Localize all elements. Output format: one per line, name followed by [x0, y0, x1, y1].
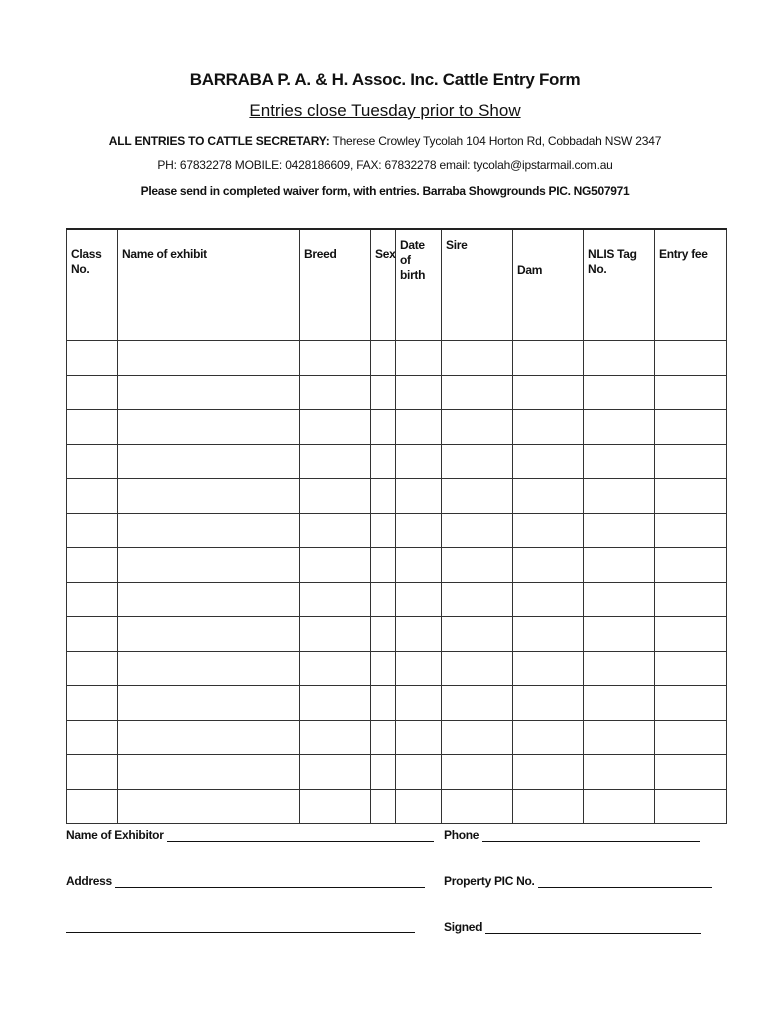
entry-cell[interactable] — [584, 410, 655, 445]
entry-cell[interactable] — [442, 410, 513, 445]
entry-cell[interactable] — [300, 410, 371, 445]
entry-cell[interactable] — [513, 375, 584, 410]
entry-cell[interactable] — [371, 375, 396, 410]
entry-cell[interactable] — [655, 375, 727, 410]
col-breed: Breed — [300, 229, 371, 341]
entry-cell[interactable] — [442, 720, 513, 755]
table-row — [67, 341, 727, 376]
entry-cell[interactable] — [118, 375, 300, 410]
entry-cell[interactable] — [513, 444, 584, 479]
entry-cell[interactable] — [584, 651, 655, 686]
address-line[interactable] — [115, 875, 425, 888]
entry-cell[interactable] — [67, 548, 118, 583]
entry-cell[interactable] — [67, 755, 118, 790]
property-pic-field[interactable] — [444, 874, 712, 888]
col-nlis-tag: NLIS Tag No. — [584, 229, 655, 341]
entry-cell[interactable] — [655, 755, 727, 790]
entry-cell[interactable] — [371, 789, 396, 824]
entry-cell[interactable] — [513, 617, 584, 652]
entry-cell[interactable] — [67, 617, 118, 652]
address-second-line[interactable] — [66, 920, 415, 933]
exhibitor-label: Name of Exhibitor — [66, 828, 164, 842]
form-title: BARRABA P. A. & H. Assoc. Inc. Cattle Entry Form — [189, 70, 581, 89]
entry-cell[interactable] — [584, 789, 655, 824]
entry-cell[interactable] — [655, 341, 727, 376]
entry-cell[interactable] — [67, 720, 118, 755]
entry-cell[interactable] — [396, 513, 442, 548]
entry-cell[interactable] — [300, 513, 371, 548]
entry-cell[interactable] — [442, 789, 513, 824]
entry-cell[interactable] — [584, 513, 655, 548]
entry-cell[interactable] — [67, 479, 118, 514]
entry-cell[interactable] — [67, 341, 118, 376]
table-row — [67, 444, 727, 479]
table-row — [67, 479, 727, 514]
entry-cell[interactable] — [67, 651, 118, 686]
entry-cell[interactable] — [655, 617, 727, 652]
entry-cell[interactable] — [396, 375, 442, 410]
signed-field[interactable] — [444, 920, 701, 934]
entry-cell[interactable] — [513, 686, 584, 721]
entry-cell[interactable] — [118, 651, 300, 686]
entry-cell[interactable] — [300, 651, 371, 686]
entry-cell[interactable] — [584, 582, 655, 617]
entry-cell[interactable] — [371, 444, 396, 479]
secretary-label: ALL ENTRIES TO CATTLE SECRETARY: — [108, 134, 330, 148]
waiver-line: Please send in completed waiver form, with entries. Barraba Showgrounds PIC. NG507971 — [140, 184, 630, 198]
entry-cell[interactable] — [118, 686, 300, 721]
entry-cell[interactable] — [584, 755, 655, 790]
table-row — [67, 686, 727, 721]
entry-cell[interactable] — [396, 755, 442, 790]
entry-cell[interactable] — [655, 651, 727, 686]
entry-cell[interactable] — [67, 686, 118, 721]
entry-cell[interactable] — [396, 720, 442, 755]
entry-cell[interactable] — [371, 651, 396, 686]
entry-cell[interactable] — [396, 651, 442, 686]
entry-cell[interactable] — [118, 479, 300, 514]
col-sire: Sire — [442, 229, 513, 341]
entries-table — [66, 228, 727, 824]
entry-cell[interactable] — [300, 720, 371, 755]
entry-cell[interactable] — [655, 582, 727, 617]
entry-cell[interactable] — [655, 548, 727, 583]
entry-cell[interactable] — [300, 617, 371, 652]
entry-cell[interactable] — [442, 755, 513, 790]
entry-cell[interactable] — [118, 548, 300, 583]
entry-cell[interactable] — [396, 444, 442, 479]
entry-cell[interactable] — [513, 410, 584, 445]
entry-cell[interactable] — [655, 479, 727, 514]
entry-cell[interactable] — [442, 513, 513, 548]
entry-cell[interactable] — [396, 479, 442, 514]
entry-cell[interactable] — [67, 513, 118, 548]
table-header-row — [67, 229, 727, 341]
col-date-of-birth: Date of birth — [396, 229, 442, 341]
col-sex: Sex — [371, 229, 396, 341]
col-dam: Dam — [513, 229, 584, 341]
entry-cell[interactable] — [118, 789, 300, 824]
entry-cell[interactable] — [584, 479, 655, 514]
entry-cell[interactable] — [513, 582, 584, 617]
entry-cell[interactable] — [442, 444, 513, 479]
table-row — [67, 513, 727, 548]
entry-cell[interactable] — [118, 617, 300, 652]
signed-line[interactable] — [485, 921, 701, 934]
entry-cell[interactable] — [300, 375, 371, 410]
entry-cell[interactable] — [442, 686, 513, 721]
entry-cell[interactable] — [67, 789, 118, 824]
entry-cell[interactable] — [584, 548, 655, 583]
entry-cell[interactable] — [371, 686, 396, 721]
entry-cell[interactable] — [67, 410, 118, 445]
entry-cell[interactable] — [371, 513, 396, 548]
secretary-details: Therese Crowley Tycolah 104 Horton Rd, Cobbadah NSW 2347 — [332, 134, 662, 148]
entry-cell[interactable] — [118, 755, 300, 790]
contact-line: PH: 67832278 MOBILE: 0428186609, FAX: 67832278 email: tycolah@ipstarmail.com.au — [157, 158, 613, 172]
table-row — [67, 651, 727, 686]
phone-label: Phone — [444, 828, 480, 842]
entry-cell[interactable] — [371, 755, 396, 790]
exhibitor-field[interactable] — [66, 828, 434, 842]
table-row — [67, 410, 727, 445]
col-class-no: Class No. — [67, 229, 118, 341]
table-row — [67, 582, 727, 617]
entries-body — [67, 341, 727, 824]
entry-cell[interactable] — [584, 720, 655, 755]
entry-cell[interactable] — [442, 341, 513, 376]
entry-cell[interactable] — [118, 582, 300, 617]
entry-cell[interactable] — [513, 479, 584, 514]
entry-cell[interactable] — [300, 582, 371, 617]
entry-cell[interactable] — [300, 789, 371, 824]
entry-cell[interactable] — [655, 410, 727, 445]
secretary-line — [0, 134, 770, 148]
entry-cell[interactable] — [118, 444, 300, 479]
entry-cell[interactable] — [371, 617, 396, 652]
phone-line[interactable] — [482, 829, 700, 842]
entry-cell[interactable] — [300, 548, 371, 583]
entry-cell[interactable] — [513, 548, 584, 583]
entry-cell[interactable] — [396, 548, 442, 583]
entry-cell[interactable] — [300, 755, 371, 790]
entry-cell[interactable] — [396, 410, 442, 445]
entry-cell[interactable] — [442, 651, 513, 686]
table-row — [67, 375, 727, 410]
entry-cell[interactable] — [655, 789, 727, 824]
entry-cell[interactable] — [584, 617, 655, 652]
entry-cell[interactable] — [442, 582, 513, 617]
address-field[interactable] — [66, 874, 425, 888]
entry-cell[interactable] — [371, 410, 396, 445]
entry-cell[interactable] — [513, 513, 584, 548]
table-row — [67, 617, 727, 652]
entry-cell[interactable] — [118, 341, 300, 376]
entry-cell[interactable] — [67, 582, 118, 617]
entry-cell[interactable] — [396, 686, 442, 721]
entry-cell[interactable] — [300, 444, 371, 479]
entry-cell[interactable] — [442, 479, 513, 514]
entry-cell[interactable] — [396, 789, 442, 824]
entry-cell[interactable] — [67, 375, 118, 410]
entry-cell[interactable] — [584, 444, 655, 479]
entry-cell[interactable] — [371, 548, 396, 583]
table-row — [67, 720, 727, 755]
table-row — [67, 789, 727, 824]
entry-cell[interactable] — [513, 720, 584, 755]
entry-cell[interactable] — [442, 375, 513, 410]
entry-cell[interactable] — [371, 720, 396, 755]
entry-cell[interactable] — [118, 513, 300, 548]
entry-cell[interactable] — [371, 582, 396, 617]
entry-cell[interactable] — [513, 651, 584, 686]
entry-cell[interactable] — [442, 548, 513, 583]
entry-cell[interactable] — [584, 341, 655, 376]
entry-cell[interactable] — [655, 720, 727, 755]
entry-cell[interactable] — [371, 341, 396, 376]
form-subtitle: Entries close Tuesday prior to Show — [249, 101, 521, 120]
entry-cell[interactable] — [513, 789, 584, 824]
entry-cell[interactable] — [300, 686, 371, 721]
entry-cell[interactable] — [118, 720, 300, 755]
entry-cell[interactable] — [396, 617, 442, 652]
entry-cell[interactable] — [371, 479, 396, 514]
property-pic-line[interactable] — [538, 875, 712, 888]
col-entry-fee: Entry fee — [655, 229, 727, 341]
entry-cell[interactable] — [655, 444, 727, 479]
entry-cell[interactable] — [513, 341, 584, 376]
address-label: Address — [66, 874, 112, 888]
exhibitor-line[interactable] — [167, 829, 434, 842]
phone-field[interactable] — [444, 828, 700, 842]
entry-cell[interactable] — [396, 582, 442, 617]
entry-cell[interactable] — [513, 755, 584, 790]
signed-label: Signed — [444, 920, 483, 934]
entry-cell[interactable] — [584, 686, 655, 721]
entry-cell[interactable] — [118, 410, 300, 445]
entry-cell[interactable] — [584, 375, 655, 410]
address-second-field[interactable] — [66, 920, 415, 933]
entry-cell[interactable] — [655, 686, 727, 721]
entry-cell[interactable] — [396, 341, 442, 376]
table-row — [67, 755, 727, 790]
entry-cell[interactable] — [67, 444, 118, 479]
entry-cell[interactable] — [442, 617, 513, 652]
entry-cell[interactable] — [655, 513, 727, 548]
table-row — [67, 548, 727, 583]
entry-cell[interactable] — [300, 341, 371, 376]
property-pic-label: Property PIC No. — [444, 874, 535, 888]
col-name-of-exhibit: Name of exhibit — [118, 229, 300, 341]
entry-cell[interactable] — [300, 479, 371, 514]
